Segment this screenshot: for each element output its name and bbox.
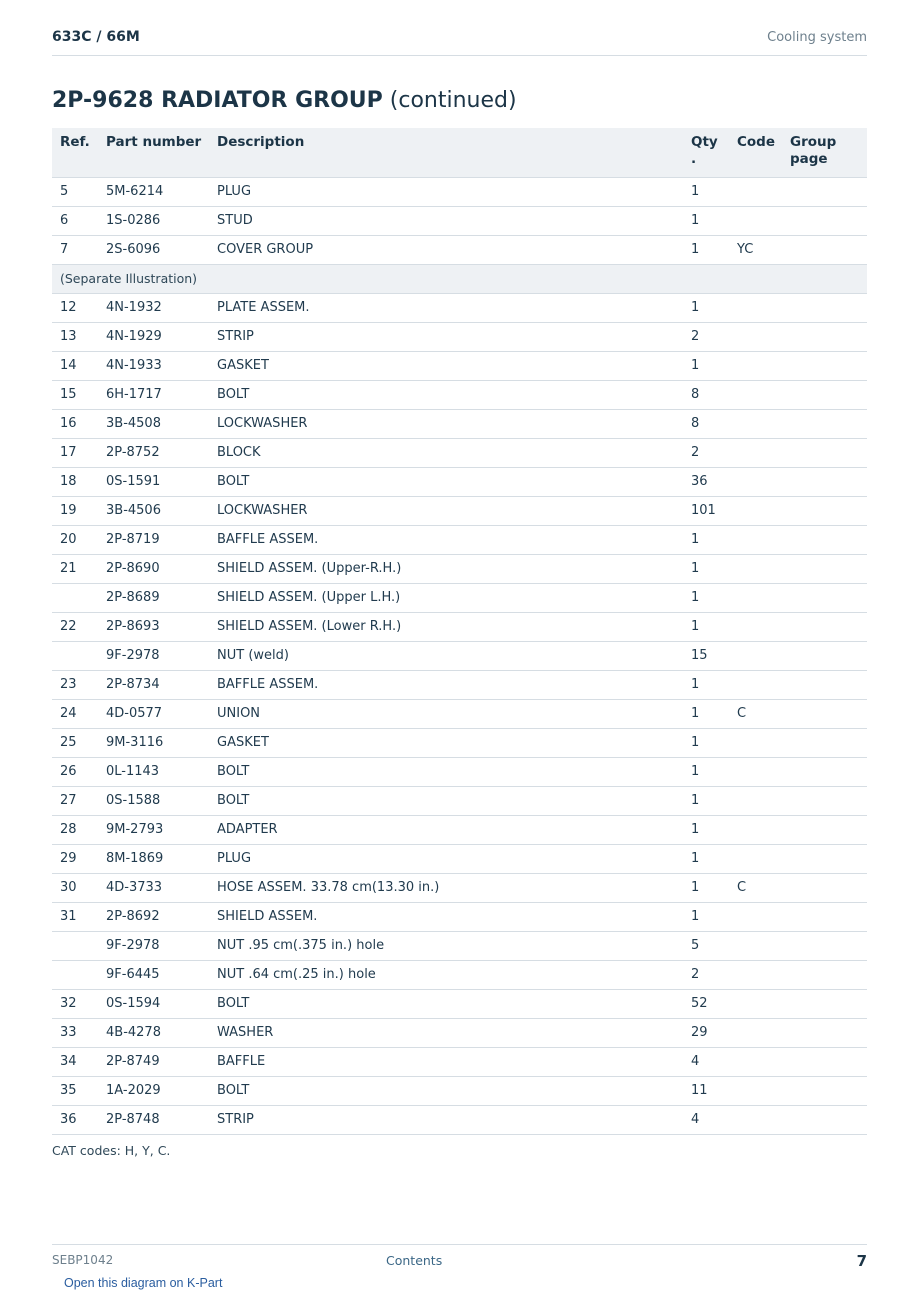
cell-ref: 21 bbox=[52, 554, 98, 583]
cell-ref: 34 bbox=[52, 1047, 98, 1076]
cell-ref: 32 bbox=[52, 989, 98, 1018]
cell-group-page bbox=[782, 525, 867, 554]
cell-description: BAFFLE ASSEM. bbox=[209, 525, 683, 554]
parts-table bbox=[52, 128, 867, 1135]
cell-ref: 19 bbox=[52, 496, 98, 525]
column-header-text: Group bbox=[790, 134, 837, 150]
cell-code bbox=[729, 815, 782, 844]
cell-group-page bbox=[782, 1076, 867, 1105]
column-header-qty bbox=[683, 128, 729, 177]
table-row bbox=[52, 235, 867, 264]
cell-description: NUT .64 cm(.25 in.) hole bbox=[209, 960, 683, 989]
cell-description: STRIP bbox=[209, 1105, 683, 1134]
cell-qty: 1 bbox=[683, 670, 729, 699]
cell-qty: 4 bbox=[683, 1047, 729, 1076]
cell-group-page bbox=[782, 583, 867, 612]
cell-part-number: 9F-2978 bbox=[98, 641, 209, 670]
table-row bbox=[52, 206, 867, 235]
cell-description: LOCKWASHER bbox=[209, 496, 683, 525]
cell-qty: 1 bbox=[683, 699, 729, 728]
cell-description: LOCKWASHER bbox=[209, 409, 683, 438]
column-header-group-page bbox=[782, 128, 867, 177]
cell-qty: 1 bbox=[683, 177, 729, 206]
cell-code bbox=[729, 757, 782, 786]
cell-qty: 1 bbox=[683, 873, 729, 902]
cell-code bbox=[729, 583, 782, 612]
cell-code bbox=[729, 931, 782, 960]
cell-description: BAFFLE bbox=[209, 1047, 683, 1076]
cell-qty: 29 bbox=[683, 1018, 729, 1047]
cell-code bbox=[729, 960, 782, 989]
cell-description: BOLT bbox=[209, 786, 683, 815]
cell-description: BAFFLE ASSEM. bbox=[209, 670, 683, 699]
cell-part-number: 2P-8693 bbox=[98, 612, 209, 641]
page-footer bbox=[52, 1244, 867, 1275]
cell-description: SHIELD ASSEM. (Upper L.H.) bbox=[209, 583, 683, 612]
table-row bbox=[52, 989, 867, 1018]
kpart-diagram-link[interactable]: Open this diagram on K-Part bbox=[64, 1276, 223, 1290]
cell-code bbox=[729, 902, 782, 931]
cell-code: C bbox=[729, 873, 782, 902]
cell-code bbox=[729, 525, 782, 554]
cell-description: NUT (weld) bbox=[209, 641, 683, 670]
cell-group-page bbox=[782, 931, 867, 960]
cell-qty: 1 bbox=[683, 235, 729, 264]
cell-qty: 15 bbox=[683, 641, 729, 670]
cell-ref: 15 bbox=[52, 380, 98, 409]
table-row bbox=[52, 844, 867, 873]
cell-ref: 23 bbox=[52, 670, 98, 699]
cell-part-number: 2P-8748 bbox=[98, 1105, 209, 1134]
cell-ref: 28 bbox=[52, 815, 98, 844]
cell-qty: 8 bbox=[683, 409, 729, 438]
cell-ref: 20 bbox=[52, 525, 98, 554]
cell-part-number: 2P-8734 bbox=[98, 670, 209, 699]
table-row bbox=[52, 612, 867, 641]
cell-group-page bbox=[782, 989, 867, 1018]
cell-description: NUT .95 cm(.375 in.) hole bbox=[209, 931, 683, 960]
cell-group-page bbox=[782, 757, 867, 786]
column-header-ref bbox=[52, 128, 98, 177]
cell-ref: 6 bbox=[52, 206, 98, 235]
cat-codes-note: CAT codes: H, Y, C. bbox=[52, 1143, 171, 1158]
cell-code bbox=[729, 989, 782, 1018]
page-number: 7 bbox=[856, 1252, 867, 1270]
cell-group-page bbox=[782, 728, 867, 757]
cell-part-number: 2S-6096 bbox=[98, 235, 209, 264]
column-header-text: Qty bbox=[691, 134, 718, 150]
cell-part-number: 3B-4506 bbox=[98, 496, 209, 525]
cell-qty: 5 bbox=[683, 931, 729, 960]
table-row bbox=[52, 699, 867, 728]
cell-code bbox=[729, 409, 782, 438]
document-id: SEBP1042 bbox=[52, 1253, 114, 1267]
cell-description: UNION bbox=[209, 699, 683, 728]
column-header-text: Ref. bbox=[60, 134, 90, 150]
cell-group-page bbox=[782, 1105, 867, 1134]
cell-group-page bbox=[782, 293, 867, 322]
cell-part-number: 2P-8752 bbox=[98, 438, 209, 467]
table-row bbox=[52, 322, 867, 351]
column-header-text: Part number bbox=[106, 134, 202, 150]
parts-table-body bbox=[52, 177, 867, 1134]
column-header-text: Code bbox=[737, 134, 776, 150]
cell-ref: 35 bbox=[52, 1076, 98, 1105]
cell-part-number: 0L-1143 bbox=[98, 757, 209, 786]
cell-code bbox=[729, 728, 782, 757]
contents-link[interactable]: Contents bbox=[386, 1253, 443, 1268]
cell-code bbox=[729, 641, 782, 670]
table-row bbox=[52, 380, 867, 409]
cell-description: SHIELD ASSEM. bbox=[209, 902, 683, 931]
table-row bbox=[52, 1076, 867, 1105]
table-row bbox=[52, 438, 867, 467]
cell-ref: 33 bbox=[52, 1018, 98, 1047]
table-row bbox=[52, 873, 867, 902]
page-title bbox=[52, 88, 517, 113]
cell-qty: 36 bbox=[683, 467, 729, 496]
page-header bbox=[52, 28, 867, 56]
cell-part-number: 2P-8689 bbox=[98, 583, 209, 612]
cell-ref: 24 bbox=[52, 699, 98, 728]
cell-part-number: 4N-1932 bbox=[98, 293, 209, 322]
cell-part-number: 9F-6445 bbox=[98, 960, 209, 989]
cell-qty: 1 bbox=[683, 786, 729, 815]
cell-ref: 22 bbox=[52, 612, 98, 641]
cell-qty: 1 bbox=[683, 844, 729, 873]
cell-code bbox=[729, 380, 782, 409]
cell-part-number: 9F-2978 bbox=[98, 931, 209, 960]
table-row bbox=[52, 1018, 867, 1047]
cell-part-number: 8M-1869 bbox=[98, 844, 209, 873]
table-row bbox=[52, 554, 867, 583]
table-row bbox=[52, 815, 867, 844]
table-row bbox=[52, 525, 867, 554]
cell-code bbox=[729, 612, 782, 641]
cell-description: GASKET bbox=[209, 351, 683, 380]
cell-description: PLATE ASSEM. bbox=[209, 293, 683, 322]
cell-code bbox=[729, 1105, 782, 1134]
cell-code bbox=[729, 786, 782, 815]
cell-part-number: 0S-1594 bbox=[98, 989, 209, 1018]
cell-qty: 101 bbox=[683, 496, 729, 525]
cell-description: BOLT bbox=[209, 989, 683, 1018]
note-row bbox=[52, 264, 867, 293]
table-row bbox=[52, 902, 867, 931]
cell-description: BOLT bbox=[209, 1076, 683, 1105]
table-row bbox=[52, 960, 867, 989]
cell-part-number: 1S-0286 bbox=[98, 206, 209, 235]
group-title: 2P-9628 RADIATOR GROUP bbox=[52, 88, 383, 113]
cell-description: STRIP bbox=[209, 322, 683, 351]
cell-code bbox=[729, 554, 782, 583]
cell-ref: 27 bbox=[52, 786, 98, 815]
cell-description: ADAPTER bbox=[209, 815, 683, 844]
cell-qty: 1 bbox=[683, 293, 729, 322]
cell-ref bbox=[52, 931, 98, 960]
cell-group-page bbox=[782, 612, 867, 641]
cell-part-number: 4D-3733 bbox=[98, 873, 209, 902]
cell-description: STUD bbox=[209, 206, 683, 235]
cell-ref: 7 bbox=[52, 235, 98, 264]
cell-code bbox=[729, 670, 782, 699]
table-row bbox=[52, 293, 867, 322]
cell-qty: 1 bbox=[683, 525, 729, 554]
cell-description: GASKET bbox=[209, 728, 683, 757]
cell-part-number: 1A-2029 bbox=[98, 1076, 209, 1105]
cell-qty: 1 bbox=[683, 583, 729, 612]
cell-description: BOLT bbox=[209, 380, 683, 409]
cell-qty: 1 bbox=[683, 206, 729, 235]
section-label: Cooling system bbox=[767, 30, 867, 45]
cell-description: PLUG bbox=[209, 844, 683, 873]
cell-ref: 31 bbox=[52, 902, 98, 931]
cell-part-number: 4N-1929 bbox=[98, 322, 209, 351]
cell-ref: 18 bbox=[52, 467, 98, 496]
cell-code bbox=[729, 293, 782, 322]
cell-description: SHIELD ASSEM. (Upper-R.H.) bbox=[209, 554, 683, 583]
cell-ref: 5 bbox=[52, 177, 98, 206]
cell-description: WASHER bbox=[209, 1018, 683, 1047]
cell-ref: 17 bbox=[52, 438, 98, 467]
cell-ref bbox=[52, 583, 98, 612]
cell-code bbox=[729, 1076, 782, 1105]
cell-part-number: 5M-6214 bbox=[98, 177, 209, 206]
cell-part-number: 3B-4508 bbox=[98, 409, 209, 438]
table-row bbox=[52, 641, 867, 670]
column-header-description bbox=[209, 128, 683, 177]
cell-code bbox=[729, 467, 782, 496]
column-header-code bbox=[729, 128, 782, 177]
cell-ref bbox=[52, 960, 98, 989]
table-row bbox=[52, 409, 867, 438]
cell-group-page bbox=[782, 467, 867, 496]
cell-qty: 11 bbox=[683, 1076, 729, 1105]
cell-part-number: 4B-4278 bbox=[98, 1018, 209, 1047]
cell-part-number: 2P-8690 bbox=[98, 554, 209, 583]
cell-qty: 2 bbox=[683, 322, 729, 351]
cell-group-page bbox=[782, 1018, 867, 1047]
cell-group-page bbox=[782, 960, 867, 989]
column-header-text: Description bbox=[217, 134, 305, 150]
cell-group-page bbox=[782, 380, 867, 409]
cell-ref: 25 bbox=[52, 728, 98, 757]
cell-ref bbox=[52, 641, 98, 670]
cell-code bbox=[729, 351, 782, 380]
table-row bbox=[52, 786, 867, 815]
cell-code bbox=[729, 1018, 782, 1047]
cell-group-page bbox=[782, 1047, 867, 1076]
table-row bbox=[52, 1047, 867, 1076]
cell-part-number: 9M-2793 bbox=[98, 815, 209, 844]
table-header-row bbox=[52, 128, 867, 177]
cell-description: SHIELD ASSEM. (Lower R.H.) bbox=[209, 612, 683, 641]
cell-code bbox=[729, 496, 782, 525]
cell-group-page bbox=[782, 322, 867, 351]
cell-ref: 36 bbox=[52, 1105, 98, 1134]
cell-qty: 4 bbox=[683, 1105, 729, 1134]
column-header-text: . bbox=[691, 151, 697, 167]
cell-qty: 1 bbox=[683, 612, 729, 641]
cell-part-number: 6H-1717 bbox=[98, 380, 209, 409]
model-label: 633C / 66M bbox=[52, 29, 140, 45]
cell-group-page bbox=[782, 409, 867, 438]
cell-description: COVER GROUP bbox=[209, 235, 683, 264]
cell-ref: 12 bbox=[52, 293, 98, 322]
cell-group-page bbox=[782, 438, 867, 467]
column-header-part-number bbox=[98, 128, 209, 177]
cell-qty: 1 bbox=[683, 351, 729, 380]
cell-description: BOLT bbox=[209, 757, 683, 786]
table-row bbox=[52, 728, 867, 757]
cell-group-page bbox=[782, 177, 867, 206]
cell-group-page bbox=[782, 554, 867, 583]
table-row bbox=[52, 670, 867, 699]
cell-part-number: 4D-0577 bbox=[98, 699, 209, 728]
table-row bbox=[52, 1105, 867, 1134]
table-row bbox=[52, 496, 867, 525]
cell-description: BLOCK bbox=[209, 438, 683, 467]
cell-qty: 1 bbox=[683, 728, 729, 757]
cell-ref: 29 bbox=[52, 844, 98, 873]
cell-ref: 30 bbox=[52, 873, 98, 902]
cell-code bbox=[729, 322, 782, 351]
cell-group-page bbox=[782, 902, 867, 931]
cell-group-page bbox=[782, 873, 867, 902]
table-row bbox=[52, 467, 867, 496]
cell-part-number: 0S-1588 bbox=[98, 786, 209, 815]
cell-code bbox=[729, 844, 782, 873]
cell-code: C bbox=[729, 699, 782, 728]
table-row bbox=[52, 351, 867, 380]
cell-group-page bbox=[782, 844, 867, 873]
note-cell: (Separate Illustration) bbox=[52, 264, 867, 293]
cell-ref: 16 bbox=[52, 409, 98, 438]
cell-group-page bbox=[782, 670, 867, 699]
cell-group-page bbox=[782, 206, 867, 235]
cell-code bbox=[729, 438, 782, 467]
cell-group-page bbox=[782, 641, 867, 670]
cell-group-page bbox=[782, 351, 867, 380]
cell-qty: 1 bbox=[683, 902, 729, 931]
cell-part-number: 9M-3116 bbox=[98, 728, 209, 757]
cell-group-page bbox=[782, 786, 867, 815]
cell-code bbox=[729, 177, 782, 206]
cell-qty: 8 bbox=[683, 380, 729, 409]
table-row bbox=[52, 583, 867, 612]
cell-group-page bbox=[782, 496, 867, 525]
cell-group-page bbox=[782, 815, 867, 844]
table-row bbox=[52, 931, 867, 960]
table-row bbox=[52, 757, 867, 786]
cell-description: PLUG bbox=[209, 177, 683, 206]
title-suffix: (continued) bbox=[389, 88, 517, 113]
cell-part-number: 2P-8719 bbox=[98, 525, 209, 554]
cell-code bbox=[729, 1047, 782, 1076]
cell-description: BOLT bbox=[209, 467, 683, 496]
cell-qty: 52 bbox=[683, 989, 729, 1018]
cell-ref: 13 bbox=[52, 322, 98, 351]
cell-qty: 1 bbox=[683, 757, 729, 786]
column-header-text: page bbox=[790, 151, 828, 167]
cell-code bbox=[729, 206, 782, 235]
cell-part-number: 0S-1591 bbox=[98, 467, 209, 496]
cell-part-number: 2P-8692 bbox=[98, 902, 209, 931]
cell-group-page bbox=[782, 235, 867, 264]
cell-description: HOSE ASSEM. 33.78 cm(13.30 in.) bbox=[209, 873, 683, 902]
cell-part-number: 4N-1933 bbox=[98, 351, 209, 380]
cell-group-page bbox=[782, 699, 867, 728]
table-row bbox=[52, 177, 867, 206]
cell-ref: 26 bbox=[52, 757, 98, 786]
cell-code: YC bbox=[729, 235, 782, 264]
cell-qty: 1 bbox=[683, 554, 729, 583]
cell-qty: 1 bbox=[683, 815, 729, 844]
cell-qty: 2 bbox=[683, 960, 729, 989]
cell-qty: 2 bbox=[683, 438, 729, 467]
cell-ref: 14 bbox=[52, 351, 98, 380]
cell-part-number: 2P-8749 bbox=[98, 1047, 209, 1076]
